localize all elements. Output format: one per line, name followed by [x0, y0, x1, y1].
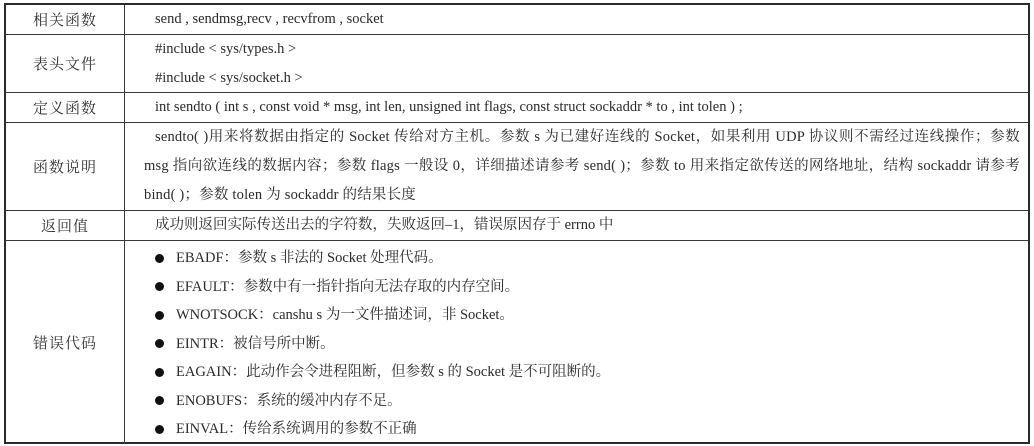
- bullet-icon: [155, 339, 164, 348]
- error-item-einval: [155, 415, 1018, 444]
- label-related-functions: 相关函数: [6, 5, 125, 34]
- error-item-eintr: [155, 330, 1018, 359]
- row-description: [6, 123, 1028, 211]
- label-error-codes: 错误代码: [6, 241, 125, 444]
- label-description: 函数说明: [6, 123, 125, 210]
- bullet-icon: [155, 425, 164, 434]
- include-line-types: #include < sys/types.h >: [155, 40, 297, 57]
- description-paragraph: sendto( )用来将数据由指定的 Socket 传给对方主机。参数 s 为已建好连线的 Socket，如果利用 UDP 协议则不需经过连线操作；参数 msg 指向欲连线的数据内容；参数 flags 一般设 0，详细描述请参考 send( )；参数 to 用来指定欲传送的网络地址，结构 sockaddr 请参考 bind( )；参数 tolen 为 sockaddr 的结果长度: [144, 129, 1020, 203]
- value-header-files: [125, 35, 1028, 92]
- error-item-eagain: [155, 358, 1018, 387]
- label-definition: 定义函数: [6, 93, 125, 122]
- error-item-efault: [155, 273, 1018, 302]
- error-text: EBADF：参数 s 非法的 Socket 处理代码。: [176, 250, 443, 266]
- error-text: WNOTSOCK：canshu s 为一文件描述词，非 Socket。: [176, 307, 514, 323]
- value-error-codes: [125, 241, 1028, 444]
- row-return-value: [6, 211, 1028, 241]
- value-return-value: [125, 211, 1028, 240]
- bullet-icon: [155, 368, 164, 377]
- error-text: EINTR：被信号所中断。: [176, 335, 335, 352]
- row-related-functions: [6, 5, 1028, 35]
- row-definition: [6, 93, 1028, 123]
- error-text: EAGAIN：此动作会令进程阻断，但参数 s 的 Socket 是不可阻断的。: [176, 364, 611, 380]
- label-header-files: 表头文件: [6, 35, 125, 92]
- row-header-files: [6, 35, 1028, 93]
- error-text: ENOBUFS：系统的缓冲内存不足。: [176, 392, 402, 409]
- function-signature: int sendto ( int s , const void * msg, int len, unsigned int flags, const struct sockaddr * to , int tolen ) ;: [155, 99, 743, 115]
- error-item-ebadf: [155, 244, 1018, 273]
- value-definition: [125, 93, 1028, 122]
- error-item-wnotsock: [155, 301, 1018, 330]
- error-text: EFAULT：参数中有一指针指向无法存取的内存空间。: [176, 278, 520, 295]
- error-text: EINVAL：传给系统调用的参数不正确: [176, 421, 417, 437]
- bullet-icon: [155, 254, 164, 263]
- label-return-value: 返回值: [6, 211, 125, 240]
- value-related-functions: [125, 5, 1028, 34]
- row-error-codes: [6, 241, 1028, 444]
- value-description: [125, 123, 1028, 210]
- bullet-icon: [155, 282, 164, 291]
- error-item-enobufs: [155, 387, 1018, 416]
- related-functions-text: send , sendmsg,recv , recvfrom , socket: [155, 11, 384, 27]
- function-reference-table: [4, 3, 1030, 444]
- bullet-icon: [155, 396, 164, 405]
- include-line-socket: #include < sys/socket.h >: [155, 69, 303, 86]
- bullet-icon: [155, 311, 164, 320]
- return-value-text: 成功则返回实际传送出去的字符数，失败返回–1，错误原因存于 errno 中: [155, 217, 614, 233]
